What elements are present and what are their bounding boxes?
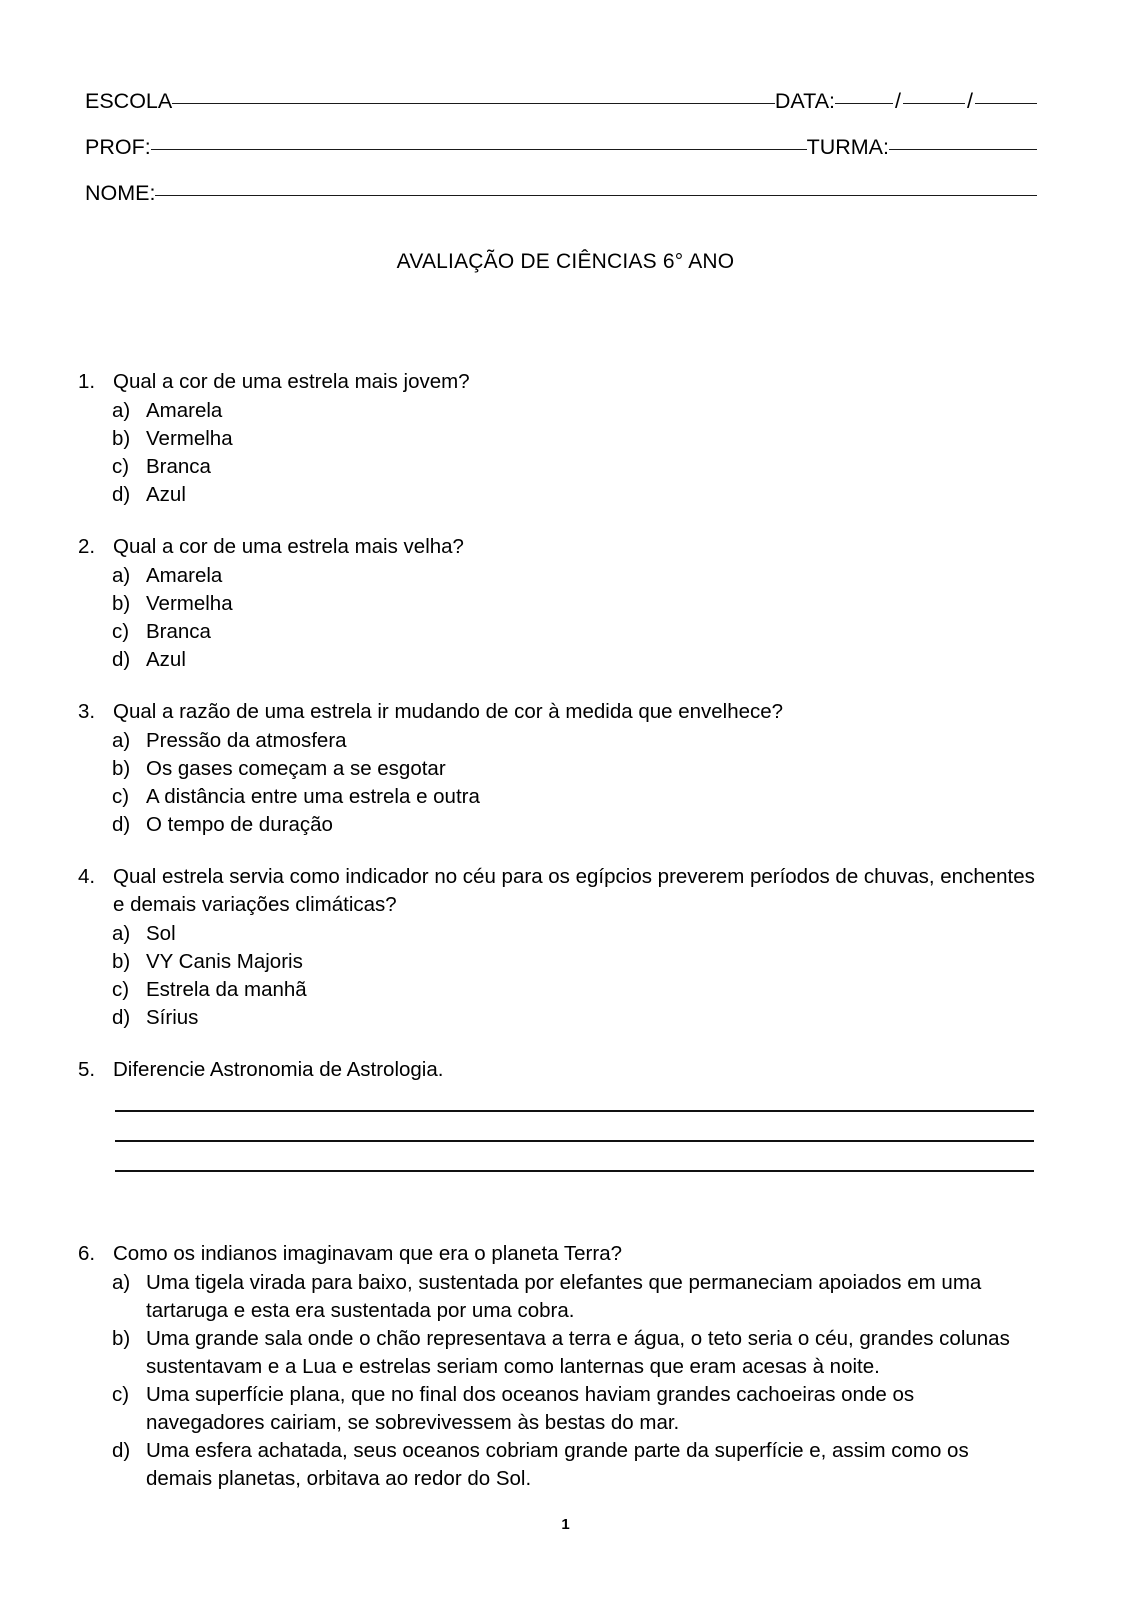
answer-line[interactable] bbox=[115, 1170, 1034, 1172]
answer-line[interactable] bbox=[115, 1140, 1034, 1142]
option-list bbox=[78, 727, 1038, 839]
option-letter: a) bbox=[112, 564, 131, 587]
question-number: 5. bbox=[78, 1058, 96, 1081]
question-stem bbox=[78, 863, 1038, 919]
option-item[interactable] bbox=[78, 1004, 1038, 1032]
question-block bbox=[78, 1056, 1038, 1216]
option-item[interactable] bbox=[78, 1269, 1038, 1325]
question-stem bbox=[78, 698, 1038, 726]
option-letter: b) bbox=[112, 1327, 131, 1350]
option-item[interactable] bbox=[78, 755, 1038, 783]
option-text: VY Canis Majoris bbox=[146, 950, 303, 973]
nome-label: NOME: bbox=[85, 181, 156, 205]
question-number: 2. bbox=[78, 535, 96, 558]
option-item[interactable] bbox=[78, 425, 1038, 453]
option-item[interactable] bbox=[78, 481, 1038, 509]
option-text: Uma superfície plana, que no final dos oceanos haviam grandes cachoeiras onde os navegadores cairiam, se sobrevivessem às bestas do mar. bbox=[146, 1383, 915, 1434]
question-block bbox=[78, 533, 1038, 674]
option-text: Estrela da manhã bbox=[146, 978, 307, 1001]
question-stem bbox=[78, 1240, 1038, 1268]
option-text: Uma tigela virada para baixo, sustentada por elefantes que permaneciam apoiados em uma tartaruga e esta era sustentada por uma cobra. bbox=[146, 1271, 982, 1322]
section-spacer bbox=[78, 1200, 1038, 1216]
option-item[interactable] bbox=[78, 562, 1038, 590]
option-item[interactable] bbox=[78, 783, 1038, 811]
question-text: Qual estrela servia como indicador no céu para os egípcios preverem períodos de chuvas, enchentes e demais variações climáticas? bbox=[113, 865, 1035, 916]
option-letter: b) bbox=[112, 757, 131, 780]
data-year-line[interactable] bbox=[975, 103, 1037, 104]
option-text: Amarela bbox=[146, 399, 223, 422]
page-title: AVALIAÇÃO DE CIÊNCIAS 6° ANO bbox=[396, 250, 735, 273]
option-item[interactable] bbox=[78, 1381, 1038, 1437]
option-text: Amarela bbox=[146, 564, 223, 587]
question-text: Qual a cor de uma estrela mais jovem? bbox=[113, 370, 470, 393]
student-info-header bbox=[85, 78, 1037, 216]
option-text: Os gases começam a se esgotar bbox=[146, 757, 446, 780]
question-block bbox=[78, 1240, 1038, 1493]
question-text: Diferencie Astronomia de Astrologia. bbox=[113, 1058, 444, 1081]
option-item[interactable] bbox=[78, 920, 1038, 948]
option-item[interactable] bbox=[78, 1437, 1038, 1493]
data-slash-2: / bbox=[967, 89, 973, 113]
option-letter: b) bbox=[112, 427, 131, 450]
option-list bbox=[78, 562, 1038, 674]
option-letter: d) bbox=[112, 648, 131, 671]
question-stem bbox=[78, 1056, 1038, 1084]
nome-write-line[interactable] bbox=[155, 195, 1037, 196]
option-item[interactable] bbox=[78, 976, 1038, 1004]
nome-row bbox=[85, 170, 1037, 216]
escola-write-line[interactable] bbox=[172, 103, 775, 104]
question-number: 3. bbox=[78, 700, 96, 723]
prof-label: PROF: bbox=[85, 135, 151, 159]
option-list bbox=[78, 397, 1038, 509]
option-item[interactable] bbox=[78, 1325, 1038, 1381]
turma-write-line[interactable] bbox=[889, 149, 1037, 150]
question-number: 4. bbox=[78, 865, 96, 888]
option-letter: d) bbox=[112, 1006, 131, 1029]
question-text: Qual a cor de uma estrela mais velha? bbox=[113, 535, 464, 558]
question-stem bbox=[78, 533, 1038, 561]
turma-label: TURMA: bbox=[806, 135, 889, 159]
option-letter: d) bbox=[112, 1439, 131, 1462]
data-label: DATA: bbox=[774, 89, 836, 113]
option-letter: a) bbox=[112, 729, 131, 752]
data-month-line[interactable] bbox=[903, 103, 965, 104]
option-text: O tempo de duração bbox=[146, 813, 333, 836]
option-item[interactable] bbox=[78, 727, 1038, 755]
school-date-row bbox=[85, 78, 1037, 124]
question-block bbox=[78, 863, 1038, 1032]
option-letter: c) bbox=[112, 620, 130, 643]
option-letter: d) bbox=[112, 813, 131, 836]
question-number: 1. bbox=[78, 370, 96, 393]
question-number: 6. bbox=[78, 1242, 96, 1265]
option-text: Branca bbox=[146, 620, 211, 643]
question-text: Qual a razão de uma estrela ir mudando de cor à medida que envelhece? bbox=[113, 700, 784, 723]
option-letter: a) bbox=[112, 1271, 131, 1294]
escola-label: ESCOLA bbox=[85, 89, 173, 113]
option-text: Pressão da atmosfera bbox=[146, 729, 347, 752]
option-letter: b) bbox=[112, 950, 131, 973]
option-text: Branca bbox=[146, 455, 211, 478]
option-letter: c) bbox=[112, 785, 130, 808]
option-item[interactable] bbox=[78, 646, 1038, 674]
option-item[interactable] bbox=[78, 453, 1038, 481]
option-letter: b) bbox=[112, 592, 131, 615]
option-letter: a) bbox=[112, 922, 131, 945]
option-text: Vermelha bbox=[146, 592, 233, 615]
option-list bbox=[78, 920, 1038, 1032]
prof-write-line[interactable] bbox=[151, 149, 807, 150]
answer-line[interactable] bbox=[115, 1110, 1034, 1112]
option-text: Azul bbox=[146, 648, 186, 671]
prof-turma-row bbox=[85, 124, 1037, 170]
option-item[interactable] bbox=[78, 948, 1038, 976]
option-text: Uma grande sala onde o chão representava a terra e água, o teto seria o céu, grandes colunas sustentavam e a Lua e estrelas seriam como lanternas que eram acesas à noite. bbox=[146, 1327, 1010, 1378]
option-text: A distância entre uma estrela e outra bbox=[146, 785, 480, 808]
option-item[interactable] bbox=[78, 618, 1038, 646]
data-day-line[interactable] bbox=[835, 103, 893, 104]
question-stem bbox=[78, 368, 1038, 396]
option-list bbox=[78, 1269, 1038, 1493]
option-letter: a) bbox=[112, 399, 131, 422]
data-slash-1: / bbox=[895, 89, 902, 113]
option-item[interactable] bbox=[78, 397, 1038, 425]
question-block bbox=[78, 368, 1038, 509]
option-item[interactable] bbox=[78, 811, 1038, 839]
option-letter: c) bbox=[112, 455, 130, 478]
option-text: Vermelha bbox=[146, 427, 233, 450]
question-text: Como os indianos imaginavam que era o planeta Terra? bbox=[113, 1242, 623, 1265]
option-letter: d) bbox=[112, 483, 131, 506]
option-text: Sol bbox=[146, 922, 176, 945]
page-number: 1 bbox=[561, 1516, 570, 1533]
option-text: Uma esfera achatada, seus oceanos cobriam grande parte da superfície e, assim como os demais planetas, orbitava ao redor do Sol. bbox=[146, 1439, 969, 1490]
option-text: Azul bbox=[146, 483, 186, 506]
option-text: Sírius bbox=[146, 1006, 199, 1029]
option-letter: c) bbox=[112, 1383, 130, 1406]
answer-write-area[interactable] bbox=[115, 1110, 1034, 1172]
option-item[interactable] bbox=[78, 590, 1038, 618]
option-letter: c) bbox=[112, 978, 130, 1001]
question-list bbox=[78, 368, 1038, 1517]
question-block bbox=[78, 698, 1038, 839]
